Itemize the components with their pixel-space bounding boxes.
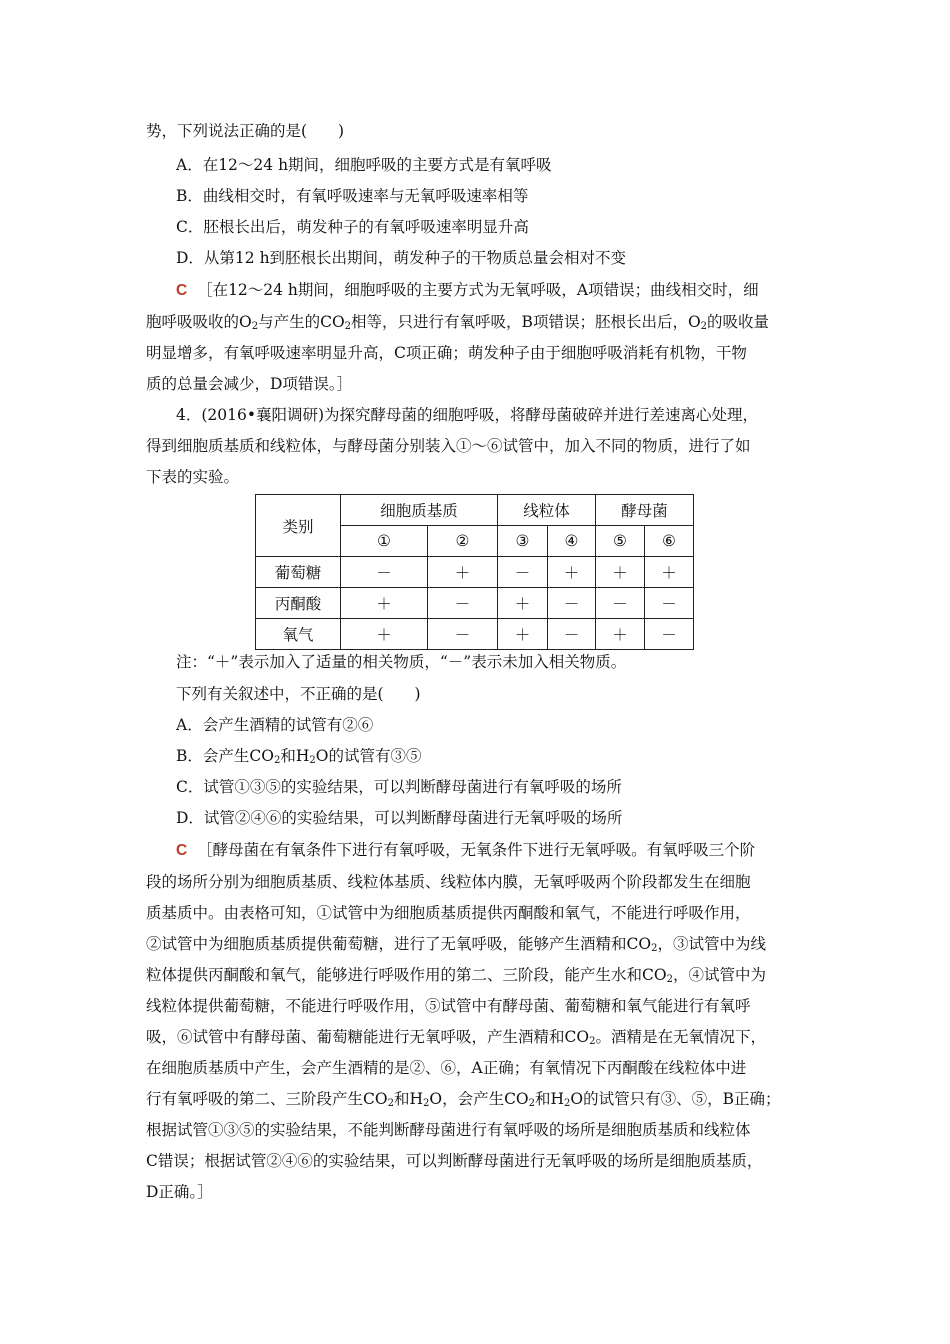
table-row bbox=[256, 588, 694, 619]
table-cell: － bbox=[548, 588, 596, 619]
tube-5: ⑤ bbox=[596, 526, 645, 557]
q4-explanation-line-6: 线粒体提供葡萄糖，不能进行呼吸作用，⑤试管中有酵母菌、葡萄糖和氧气能进行有氧呼 bbox=[146, 997, 751, 1015]
tube-4: ④ bbox=[548, 526, 596, 557]
tube-1: ① bbox=[341, 526, 428, 557]
table-cell: ＋ bbox=[428, 557, 498, 588]
q4-option-b: B．会产生$CO_2$和$H_2O$的试管有③⑤ bbox=[176, 747, 422, 766]
q4-explanation-line-8: 在细胞质基质中产生，会产生酒精的是②、⑥，A正确；有氧情况下丙酮酸在线粒体中进 bbox=[146, 1059, 747, 1077]
table-cell: － bbox=[341, 557, 428, 588]
table-cell: － bbox=[548, 619, 596, 650]
q4-explanation-line-3: 质基质中。由表格可知，①试管中为细胞质基质提供丙酮酸和氧气，不能进行呼吸作用， bbox=[146, 904, 751, 922]
q4-stem-line-2: 得到细胞质基质和线粒体，与酵母菌分别装入①～⑥试管中，加入不同的物质，进行了如 bbox=[146, 437, 751, 455]
table-header-row bbox=[256, 495, 694, 526]
table-row bbox=[256, 619, 694, 650]
q3-option-a: A．在12～24 h期间，细胞呼吸的主要方式是有氧呼吸 bbox=[176, 156, 552, 174]
q4-explanation-line-12: D正确。］ bbox=[146, 1183, 213, 1201]
experiment-table bbox=[255, 494, 694, 650]
table-row bbox=[256, 557, 694, 588]
tube-2: ② bbox=[428, 526, 498, 557]
q3-answer: C bbox=[176, 282, 188, 299]
q3-explanation-line-1: C ［在12～24 h期间，细胞呼吸的主要方式为无氧呼吸，A项错误；曲线相交时，细 bbox=[176, 281, 759, 299]
q4-explanation-line-2: 段的场所分别为细胞质基质、线粒体基质、线粒体内膜，无氧呼吸两个阶段都发生在细胞 bbox=[146, 873, 751, 891]
table-cell: ＋ bbox=[498, 588, 548, 619]
q4-answer: C bbox=[176, 842, 188, 859]
table-cell: ＋ bbox=[596, 557, 645, 588]
group-mitochondria: 线粒体 bbox=[498, 495, 596, 526]
group-yeast: 酵母菌 bbox=[596, 495, 694, 526]
q4-explanation-line-7: 吸，⑥试管中有酵母菌、葡萄糖能进行无氧呼吸，产生酒精和$CO_2$。酒精是在无氧情况下， bbox=[146, 1028, 766, 1047]
q4-option-d: D．试管②④⑥的实验结果，可以判断酵母菌进行无氧呼吸的场所 bbox=[176, 809, 623, 827]
table-cell: － bbox=[596, 588, 645, 619]
table-cell: － bbox=[498, 557, 548, 588]
q3-explanation-line-2: 胞呼吸吸收的$O_2$与产生的$CO_2$相等，只进行有氧呼吸，B项错误；胚根长出后，$O_2$的吸收量 bbox=[146, 313, 770, 332]
q4-stem-line-3: 下表的实验。 bbox=[146, 468, 240, 486]
table-cell: ＋ bbox=[645, 557, 694, 588]
row-label-pyruvate: 丙酮酸 bbox=[256, 588, 341, 619]
table-cell: － bbox=[645, 588, 694, 619]
table-cell: ＋ bbox=[498, 619, 548, 650]
tube-3: ③ bbox=[498, 526, 548, 557]
row-label-glucose: 葡萄糖 bbox=[256, 557, 341, 588]
q3-explanation-line-4: 质的总量会减少，D项错误。］ bbox=[146, 375, 353, 393]
q4-option-c: C．试管①③⑤的实验结果，可以判断酵母菌进行有氧呼吸的场所 bbox=[176, 778, 622, 796]
table-cell: － bbox=[428, 619, 498, 650]
q4-explanation-line-9: 行有氧呼吸的第二、三阶段产生$CO_2$和$H_2O$，会产生$CO_2$和$H_2O$的试管只有③、⑤，B正确； bbox=[146, 1090, 781, 1109]
q4-option-a: A．会产生酒精的试管有②⑥ bbox=[176, 716, 374, 734]
table-cell: ＋ bbox=[341, 588, 428, 619]
q3-option-c: C．胚根长出后，萌发种子的有氧呼吸速率明显升高 bbox=[176, 218, 529, 236]
row-label-oxygen: 氧气 bbox=[256, 619, 341, 650]
q4-stem-line-1: 4．(2016•襄阳调研)为探究酵母菌的细胞呼吸，将酵母菌破碎并进行差速离心处理， bbox=[176, 406, 759, 424]
table-cell: － bbox=[645, 619, 694, 650]
tube-6: ⑥ bbox=[645, 526, 694, 557]
q3-explanation-line-3: 明显增多，有氧呼吸速率明显升高，C项正确；萌发种子由于细胞呼吸消耗有机物，干物 bbox=[146, 344, 747, 362]
table-cell: ＋ bbox=[341, 619, 428, 650]
table-cell: ＋ bbox=[548, 557, 596, 588]
table-cell: ＋ bbox=[596, 619, 645, 650]
q3-option-d: D．从第12 h到胚根长出期间，萌发种子的干物质总量会相对不变 bbox=[176, 249, 627, 267]
q4-explanation-line-11: C错误；根据试管②④⑥的实验结果，可以判断酵母菌进行无氧呼吸的场所是细胞质基质， bbox=[146, 1152, 763, 1170]
table-cell: － bbox=[428, 588, 498, 619]
q4-table-note: 注：“＋”表示加入了适量的相关物质，“－”表示未加入相关物质。 bbox=[176, 653, 627, 671]
table-corner-cell: 类别 bbox=[256, 495, 341, 557]
q4-explanation-line-1: C ［酵母菌在有氧条件下进行有氧呼吸，无氧条件下进行无氧呼吸。有氧呼吸三个阶 bbox=[176, 841, 756, 859]
q3-stem-tail: 势，下列说法正确的是( ) bbox=[146, 122, 345, 140]
group-cytoplasm-matrix: 细胞质基质 bbox=[341, 495, 498, 526]
q3-option-b: B．曲线相交时，有氧呼吸速率与无氧呼吸速率相等 bbox=[176, 187, 529, 205]
q4-explanation-line-4: ②试管中为细胞质基质提供葡萄糖，进行了无氧呼吸，能够产生酒精和$CO_2$，③试管中为线 bbox=[146, 935, 766, 954]
q4-explanation-line-10: 根据试管①③⑤的实验结果，不能判断酵母菌进行有氧呼吸的场所是细胞质基质和线粒体 bbox=[146, 1121, 751, 1139]
q4-explanation-line-5: 粒体提供丙酮酸和氧气，能够进行呼吸作用的第二、三阶段，能产生水和$CO_2$，④试管中为 bbox=[146, 966, 766, 985]
q4-prompt: 下列有关叙述中，不正确的是( ) bbox=[176, 685, 421, 703]
